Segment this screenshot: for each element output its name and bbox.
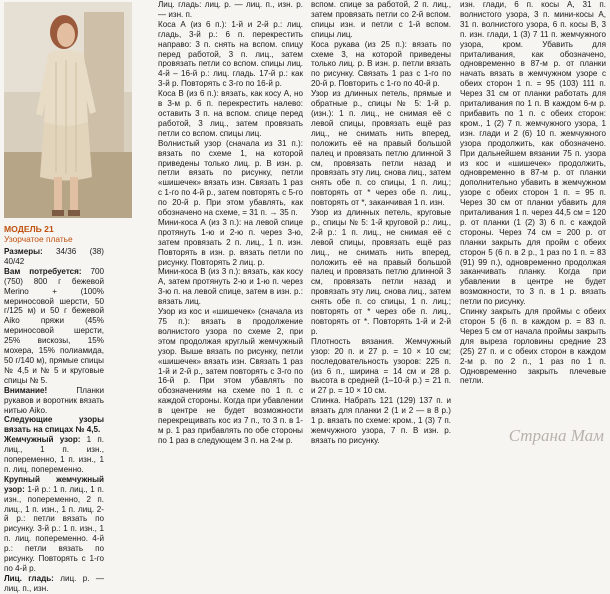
col3-p2: Коса рукава (из 25 п.): вязать по схеме 3, на которой приведены только лиц. р. В изн. р. петли вязать по рисунку. Связать 1 раз с 1-го по 20-й р. Повторить с 1-го по 40-й р.: [311, 39, 451, 89]
attention-paragraph: Внимание! Планки рукавов и воротник вязать нитью Aiko.: [4, 385, 104, 415]
col3-p1: вспом. спице за работой, 2 п. лиц., затем провязать петли со 2-й вспом. спицы изн. и петли с 1-й вспом. спицы лиц.: [311, 0, 451, 39]
patterns-heading: Следующие узоры вязать на спицах № 4,5.: [4, 415, 104, 435]
column-3: [311, 0, 451, 446]
col3-p4: Узор из длинных петель, круговые р., спицы № 5: 1-й круговой р.: лиц., 2-й р.: 1 п. лиц., не снимая её с левой спицы, провязать ещё раз лиц., не снимать нить вперед, положить её на правый большой палец и провязать петлю длинной 3 см, провязать петли назад и провязать эту лиц. снова лиц., затем снять обе п. со спицы, 1 п. лиц.; повторять от * через обе п. лиц., повторять от *. Повторять 1-й и 2-й р.: [311, 208, 451, 336]
col2-p3: Коса В (из 6 п.): вязать, как косу А, но в 3-м р. 6 п. перекрестить налево: оставить 3 п. на вспом. спице перед работой, 3 лиц., затем провязать петли со вспом. спицы лиц.: [158, 89, 303, 138]
column-4: [460, 0, 606, 386]
column-2: [158, 0, 303, 446]
watermark-logo: Страна Мам: [508, 426, 604, 445]
col2-p4: Волнистый узор (сначала из 31 п.): вязать по схеме 1, на которой приведены только лиц. р. В изн. р. петли вязать по рисунку, петли «шишечек» вязать изн. Связать 1 раз с 1-го по 4-й р., затем повторять с 5-го по 20-й р. При этом убавлять, как обозначено на схеме, = 31 п. → 35 п.: [158, 138, 303, 218]
col4-p1: изн. глади, 6 п. косы А, 31 п. волнистого узора, 3 п. мини-косы А, 31 п. волнистого узора, 6 п. косы В, 3 п. изн. глади, 1 (3) 7 11 п. жемчужного узора, кром. Убавить для приталивания, как обозначено, одновременно в 87-м р. от планки начать вязать в жемчужном узоре с обеих сторон 1 п. = 95 (103) 111 п. Через 31 см от планки работать для приталивания по 1 п. В каждом 6-м р. прибавить по 1 п. с обеих сторон: кром., 1 (2) 7 п. жемчужного узора, 1 изн. глади и 2 (6) 10 п. жемчужного узора продолжить, как обозначено. При дальнейшем вязании 75 п. узора из кос и «шишечек» продолжить, одновременно в 87-м р. от планки дополнительно убавить в жемчужном узоре с обеих сторон 1 п. = 95 п. Через 30 см от планки убавить для приталивания 1 п. через 44,5 см = 120 р. от планки (1 (2) 3) 6 п. с каждой стороны. Через 74 см = 200 р. от планки закрыть для пройм с обеих сторон 5 (6 п. в 2 р., 1 раз по 1 п. = 83 (91) 99 п.), одновременно продолжая заканчивать планку. Когда при убавлении в центре не будет возможности, то 3 п. в 1 р. вязать петли по рисунку.: [460, 0, 606, 307]
model-photo: [4, 2, 132, 218]
stock-paragraph: Лиц. гладь: лиц. р. — лиц. п., изн.: [4, 573, 105, 593]
col2-p6: Мини-коса В (из 3 п.): вязать, как косу А, затем протянуть 2-ю и 1-ю п. через 3-ю п. на левой спице, затем в изн. р.: вязать лиц.: [158, 267, 303, 307]
sizes-paragraph: Размеры: 34/36 (38) 40/42: [4, 247, 104, 266]
bigpearl-paragraph: Крупный жемчужный узор: 1-й р.: 1 п. лиц., 1 п. изн., попеременно, 2 п. лиц., 1 п. изн., 1 п. лиц. 2-й р.: петли вязать по рисунку. 3-й р.: 1 п. изн., 1 п. лиц. попеременно. 4-й р.: петли вязать по рисунку. Повторять с 1-го по 4-й р.: [4, 474, 104, 573]
materials-paragraph: Вам потребуется: 700 (750) 800 г бежевой Merino + (100% мериносовой шерсти, 50 г/125 м) и 50 г бежевой Aiko пряжи (45% мериносовой шерсти, 25% вискозы, 15% мохера, 15% полиамида, 50 г/140 м), прямые спицы № 4,5 и № 5 и круговые спицы № 5.: [4, 266, 104, 385]
col2-p5: Мини-коса А (из 3 п.): на левой спице протянуть 1-ю и 2-ю п. через 3-ю, затем провязать 2 п. лиц., 1 п. изн. Повторять в изн. р. вязать петли по рисунку. Повторять 2 лиц. р.: [158, 217, 303, 267]
col2-p7: Узор из кос и «шишечек» (сначала из 75 п.): вязать в продолжение волнистого узора по схеме 2, при этом продолжая круглый жемчужный узор. Выше вязать по рисунку, петли «шишечек» вязать изн. Связать 1 раз 1-й и 2-й р., затем повторять с 3-го по 16-й р. При этом убавлять по обозначениям на схеме по 1 п. с каждой стороны. Когда при убавлении в центре не будет возможности перекрещивать кос из 7 п., то 3 п. в 1-м р. 1 раз прибавлять по обе стороны по 1 раз в следующем 3 п. на 2-м р.: [158, 307, 303, 445]
col2-p2: Коса А (из 6 п.): 1-й и 2-й р.: лиц. гладь, 3-й р.: 6 п. перекрестить направо: 3 п. снять на вспом. спицу перед работой, 3 п. лиц., затем провязать петли со вспом. спицы лиц. 4-й – 16-й р.: лиц. гладь. 17-й р.: как 3-й р. Повторять с 3-го по 16-й р.: [158, 19, 303, 89]
pearl-paragraph: Жемчужный узор: 1 п. лиц., 1 п. изн., попеременно, 1 п. изн., 1 п. лиц. попеременно.: [4, 435, 104, 474]
col3-p3: Узор из длинных петель, прямые и обратные р., спицы № 5: 1-й р. (изн.): 1 п. лиц., не снимая её с левой спицы, провязать ещё раз лиц., не снимать нить вперед, положить её на правый большой палец и провязать петлю длинной 3 см, провязать петли назад и провязать эту лиц. снова лиц., затем снять обе п. со спицы, 1 п. лиц.; повторять от * через обе п. лиц., повторять от *, заканчивая 1 п. изн.: [311, 89, 451, 208]
col3-p6: Спинка. Набрать 121 (129) 137 п. и вязать для планки 2 (1 и 2 — в 8 р.) 1 р. вязать по схеме: кром., 1 (3) 7 п. жемчужного узора, 7 п. В изн. р. вязать по рисунку.: [311, 396, 451, 445]
model-title: МОДЕЛЬ 21: [4, 224, 54, 234]
col3-p5: Плотность вязания. Жемчужный узор: 20 п. и 27 р. = 10 × 10 см; последовательность узоров: 225 п. (из 6 п., ширина = 14 см и 28 р. высота в средней (1–10-й р.) = 21 п. и 27 р. = 10 × 10 см.: [311, 336, 451, 396]
model-subtitle: Узорчатое платье: [4, 234, 73, 244]
col4-p2: Спинку закрыть для проймы с обеих сторон 5 (6 п. в каждом р. = 83 п. Через 5 см от начала проймы закрыть для выреза горловины средние 23 (25) 27 п. и с обеих сторон в каждом 2-м р. по 2 п., 1 раз по 1 п. Одновременно закрыть плечевые петли.: [460, 307, 606, 386]
column-1: [4, 224, 104, 594]
model-photo-illustration: [4, 2, 132, 218]
col2-p1: Лиц. гладь: лиц. р. — лиц. п., изн. р. — изн. п.: [158, 0, 303, 19]
